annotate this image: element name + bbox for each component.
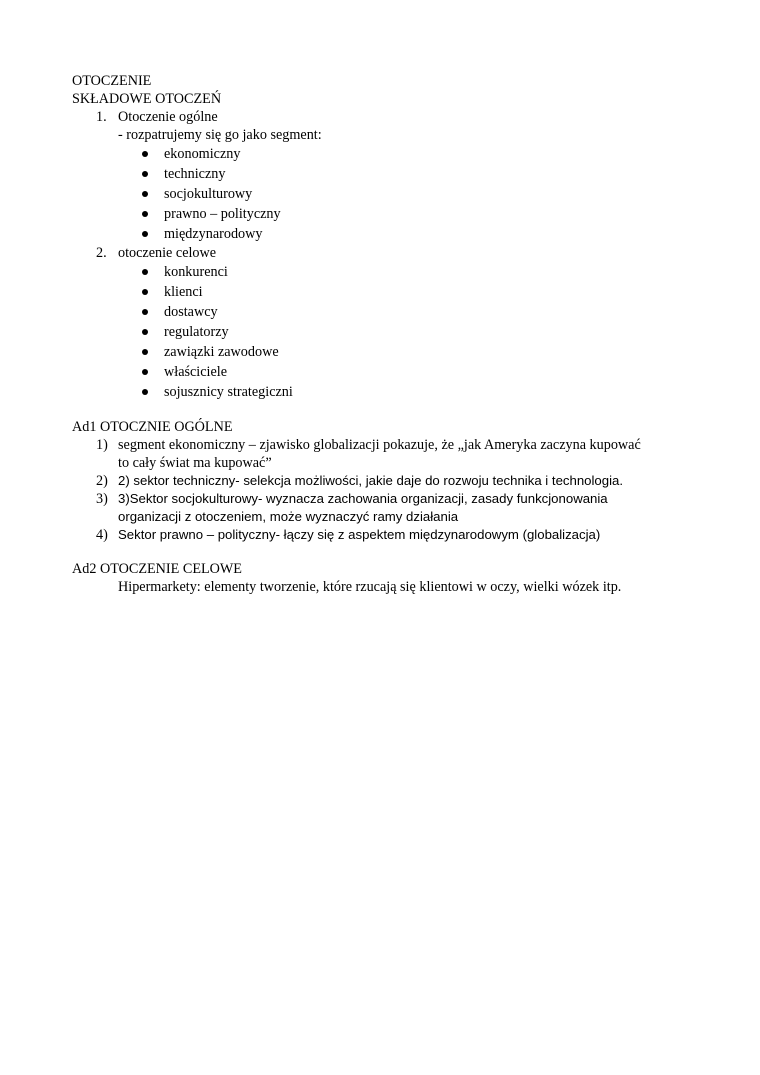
components-list xyxy=(72,108,692,144)
list-item-text: prawno – polityczny xyxy=(164,206,281,222)
ad1-item xyxy=(72,490,692,526)
ad1-item-number: 1) xyxy=(96,437,108,453)
list-item xyxy=(72,224,692,244)
bullet-icon xyxy=(142,151,148,157)
list-item xyxy=(72,362,692,382)
document-subtitle: SKŁADOWE OTOCZEŃ xyxy=(72,91,222,107)
spacer xyxy=(72,544,692,560)
list-item-text: dostawcy xyxy=(164,304,218,320)
components-list-2 xyxy=(72,244,692,262)
list-item-text: ekonomiczny xyxy=(164,146,241,162)
list-item xyxy=(72,164,692,184)
section-heading: Otoczenie ogólne xyxy=(118,109,218,125)
bullet-icon xyxy=(142,389,148,395)
list-item xyxy=(72,184,692,204)
ad2-text: Hipermarkety: elementy tworzenie, które rzucają się klientowi w oczy, wielki wózek itp. xyxy=(118,579,622,595)
ad1-heading: Ad1 OTOCZNIE OGÓLNE xyxy=(72,419,233,435)
ad2-heading: Ad2 OTOCZENIE CELOWE xyxy=(72,561,242,577)
ad1-item-line: Sektor prawno – polityczny- łączy się z aspektem międzynarodowym (globalizacja) xyxy=(118,527,601,542)
ad1-item-line: to cały świat ma kupować” xyxy=(118,455,272,471)
general-environment-bullets xyxy=(72,144,692,244)
list-item xyxy=(72,262,692,282)
list-item-text: konkurenci xyxy=(164,264,228,280)
list-item-text: międzynarodowy xyxy=(164,226,263,242)
section-target-environment xyxy=(72,244,692,262)
ad1-item-line: segment ekonomiczny – zjawisko globalizacji pokazuje, że „jak Ameryka zaczyna kupować xyxy=(118,437,641,453)
bullet-icon xyxy=(142,211,148,217)
bullet-icon xyxy=(142,309,148,315)
list-item xyxy=(72,382,692,402)
section-general-environment xyxy=(72,108,692,144)
list-item xyxy=(72,342,692,362)
ad1-item-number: 2) xyxy=(96,473,108,489)
spacer xyxy=(72,402,692,418)
list-item-text: klienci xyxy=(164,284,203,300)
bullet-icon xyxy=(142,231,148,237)
ad1-item-line: 2) sektor techniczny- selekcja możliwości, jakie daje do rozwoju technika i technologia. xyxy=(118,473,624,488)
section-number: 1. xyxy=(96,109,107,125)
section-number: 2. xyxy=(96,245,107,261)
section-heading: otoczenie celowe xyxy=(118,245,217,261)
list-item xyxy=(72,302,692,322)
list-item-text: techniczny xyxy=(164,166,226,182)
list-item xyxy=(72,282,692,302)
bullet-icon xyxy=(142,269,148,275)
document-body xyxy=(72,72,692,596)
list-item-text: socjokulturowy xyxy=(164,186,253,202)
list-item xyxy=(72,322,692,342)
ad1-item-number: 4) xyxy=(96,527,108,543)
target-environment-bullets xyxy=(72,262,692,402)
list-item-text: regulatorzy xyxy=(164,324,229,340)
ad1-item-number: 3) xyxy=(96,491,108,507)
bullet-icon xyxy=(142,191,148,197)
ad1-item-line: organizacji z otoczeniem, może wyznaczyć ramy działania xyxy=(118,509,459,524)
bullet-icon xyxy=(142,329,148,335)
ad1-list xyxy=(72,436,692,544)
list-item-text: właściciele xyxy=(164,364,228,380)
ad1-item-line: 3)Sektor socjokulturowy- wyznacza zachowania organizacji, zasady funkcjonowania xyxy=(118,491,608,506)
bullet-icon xyxy=(142,369,148,375)
ad1-item xyxy=(72,526,692,544)
list-item xyxy=(72,144,692,164)
list-item xyxy=(72,204,692,224)
bullet-icon xyxy=(142,349,148,355)
list-item-text: sojusznicy strategiczni xyxy=(164,384,293,400)
document-title: OTOCZENIE xyxy=(72,73,152,89)
ad1-item xyxy=(72,436,692,472)
ad1-item xyxy=(72,472,692,490)
list-item-text: zawiązki zawodowe xyxy=(164,344,279,360)
section-note: - rozpatrujemy się go jako segment: xyxy=(118,127,322,143)
bullet-icon xyxy=(142,171,148,177)
bullet-icon xyxy=(142,289,148,295)
